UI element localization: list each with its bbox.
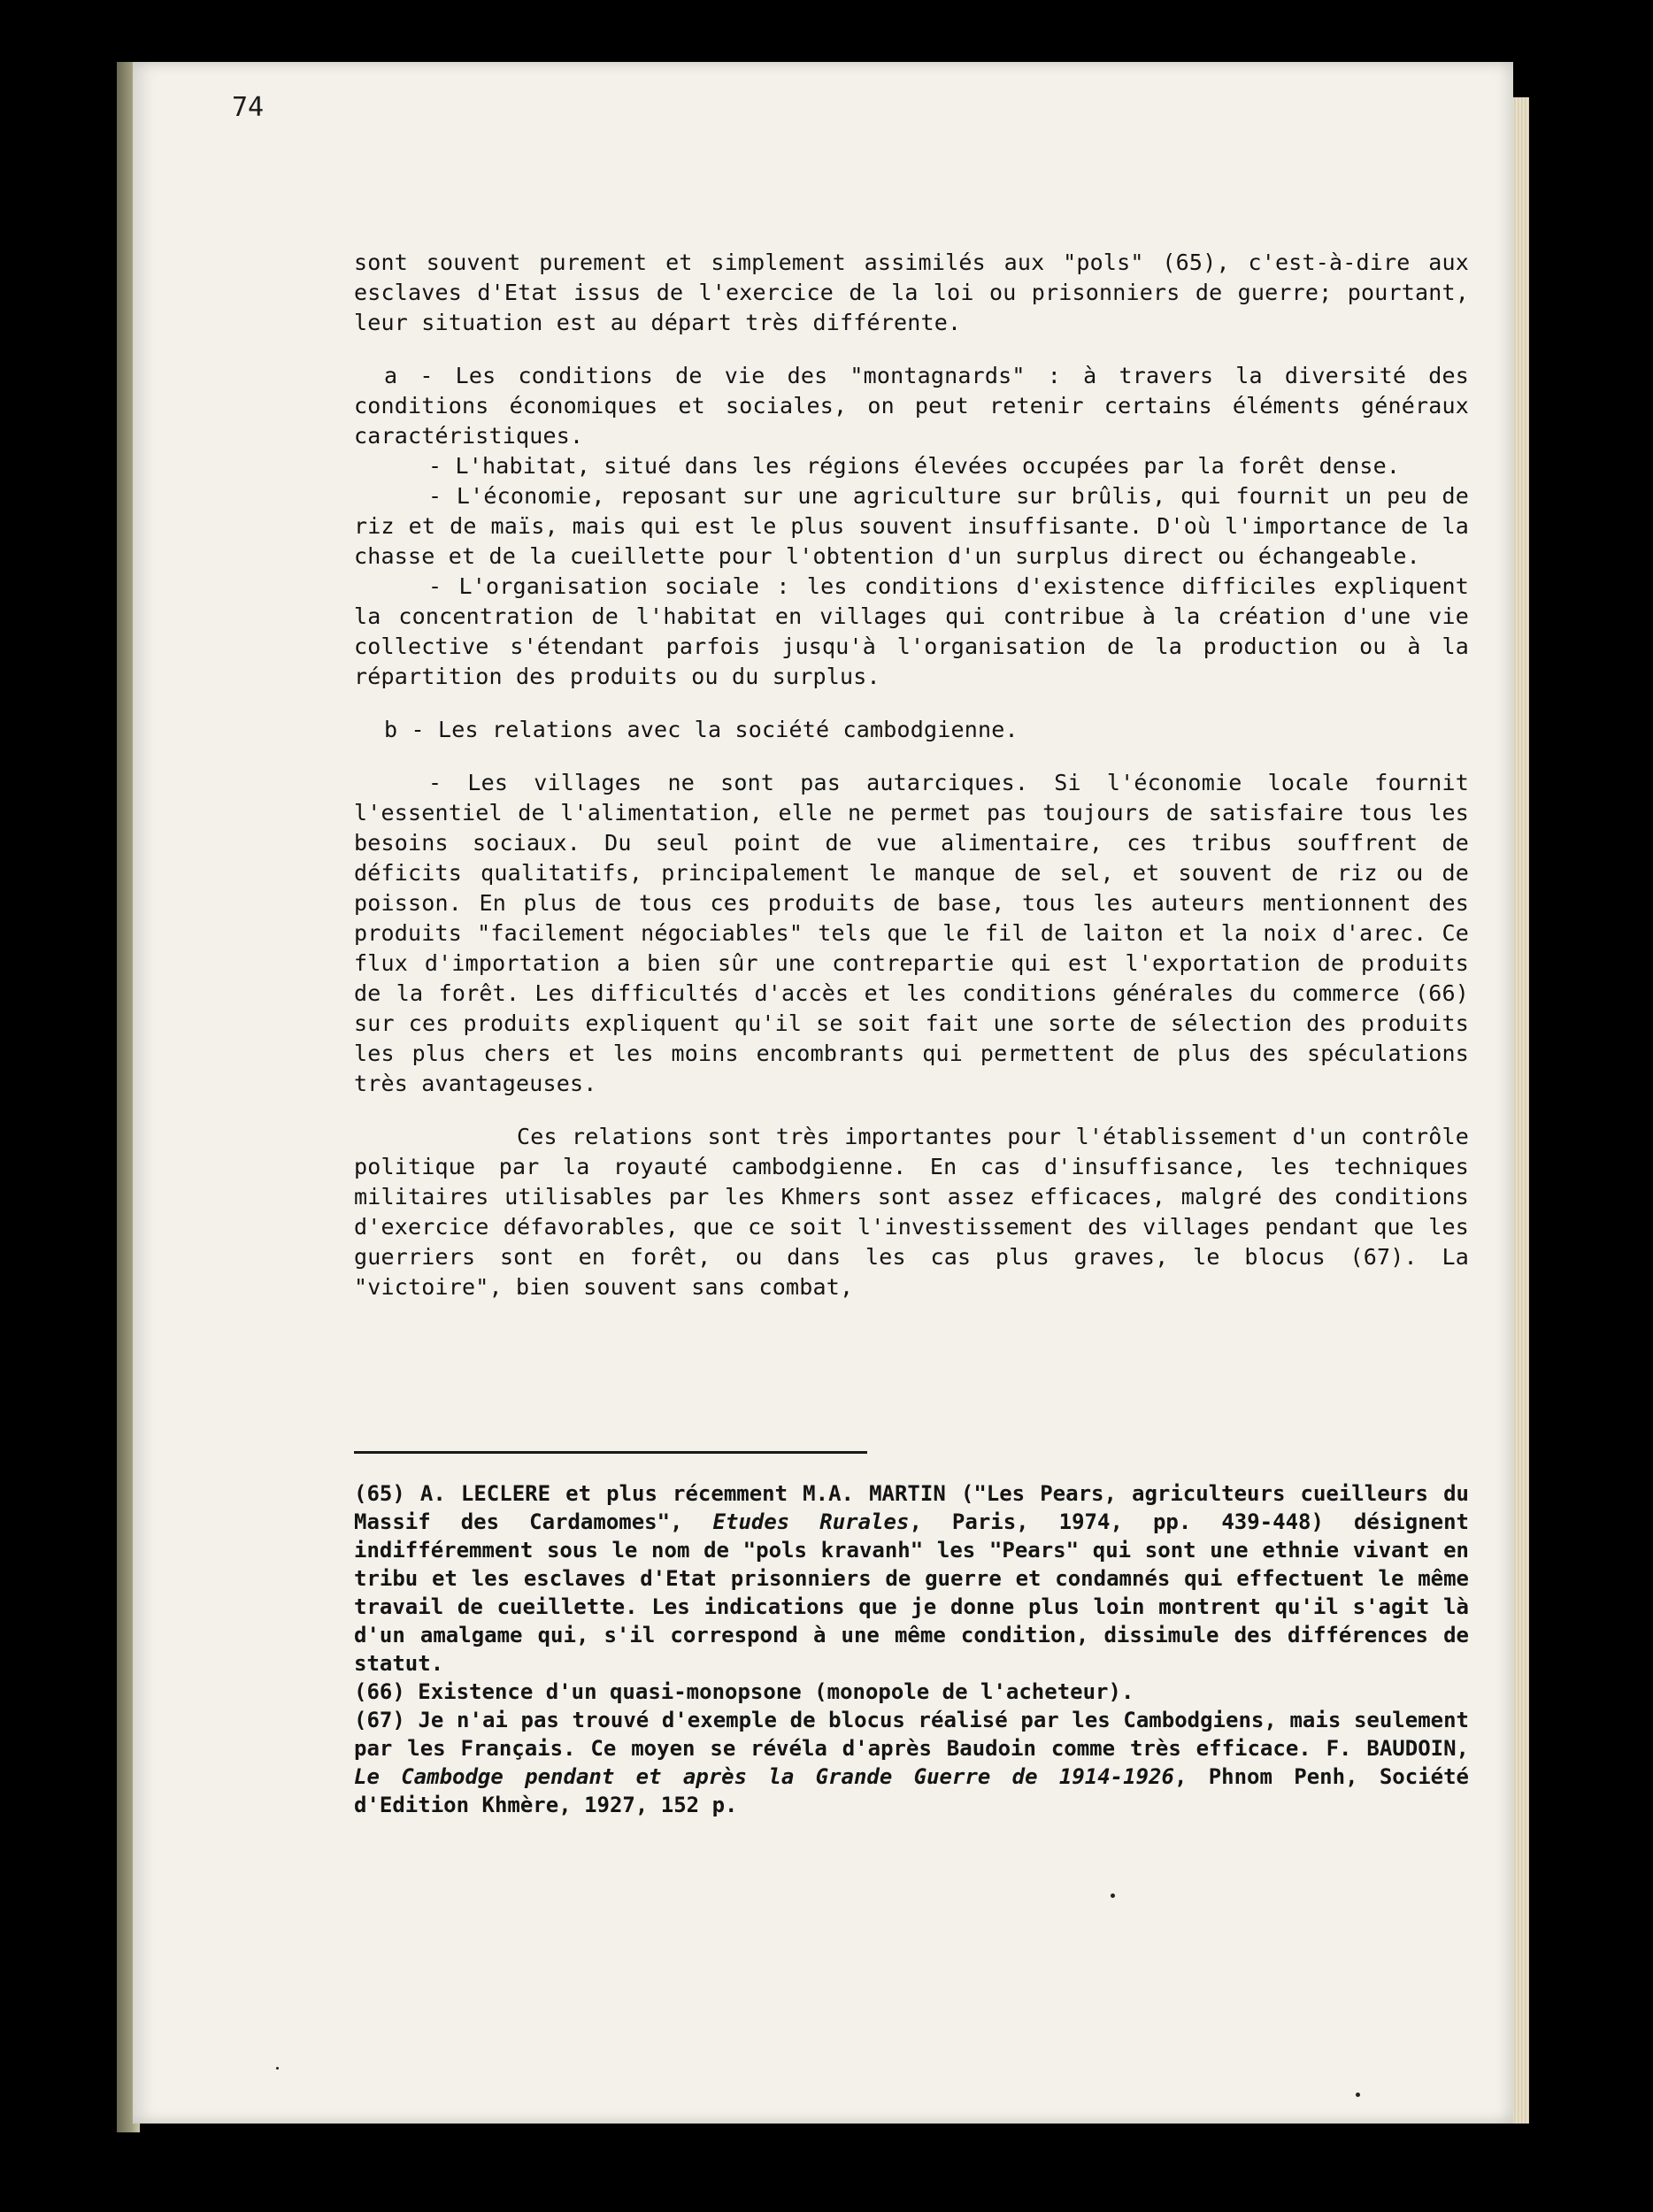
main-text: [354, 248, 1469, 1325]
section-b-heading: b - Les relations avec la société cambodgienne.: [384, 717, 1019, 742]
footnote-text: (67) Je n'ai pas trouvé d'exemple de blocus réalisé par les Cambodgiens, mais seulement par les Français. Ce moyen se révéla d'après Baudoin comme très efficace. F. BAUDOIN,: [354, 1708, 1469, 1761]
footnote-divider: [354, 1451, 867, 1454]
bullet-organisation: - L'organisation sociale : les conditions d'existence difficiles expliquent la concentration de l'habitat en villages qui contribue à la création d'une vie collective s'étendant parfois jusqu'à l'organisation de la production ou à la répartition des produits ou du surplus.: [354, 573, 1469, 689]
paragraph: sont souvent purement et simplement assimilés aux "pols" (65), c'est-à-dire aux esclaves d'Etat issus de l'exercice de la loi ou prisonniers de guerre; pourtant, leur situation est au départ très différente.: [354, 250, 1469, 335]
dust-speck: [276, 2067, 279, 2070]
book-title: Le Cambodge pendant et après la Grande Guerre de 1914-1926: [354, 1764, 1174, 1789]
dust-speck: [1356, 2093, 1360, 2097]
footnote-65: [354, 1479, 1469, 1678]
footnote-67: [354, 1706, 1469, 1819]
bullet-villages: - Les villages ne sont pas autarciques. Si l'économie locale fournit l'essentiel de l'alimentation, elle ne permet pas toujours de satisfaire tous les besoins sociaux. Du seul point de vue alimentaire, ces tribus souffrent de déficits qualitatifs, principalement le manque de sel, et souvent de riz ou de poisson. En plus de tous ces produits de base, tous les auteurs mentionnent des produits "facilement négociables" tels que le fil de laiton et la noix d'arec. Ce flux d'importation a bien sûr une contrepartie qui est l'exportation de produits de la forêt. Les difficultés d'accès et les conditions générales du commerce (66) sur ces produits expliquent qu'il se soit fait une sorte de sélection des produits les plus chers et les moins encombrants qui permettent de plus des spéculations très avantageuses.: [354, 770, 1469, 1096]
footnotes: [354, 1479, 1469, 1819]
footnote-66: (66) Existence d'un quasi-monopsone (monopole de l'acheteur).: [354, 1679, 1134, 1704]
paragraph: Ces relations sont très importantes pour l'établissement d'un contrôle politique par la royauté cambodgienne. En cas d'insuffisance, les techniques militaires utilisables par les Khmers sont assez efficaces, malgré des conditions d'exercice défavorables, que ce soit l'investissement des villages pendant que les guerriers sont en forêt, ou dans les cas plus graves, le blocus (67). La "victoire", bien souvent sans combat,: [354, 1124, 1469, 1300]
journal-title: Etudes Rurales: [712, 1509, 910, 1534]
section-a-heading: a - Les conditions de vie des "montagnards" : à travers la diversité des conditions économiques et sociales, on peut retenir certains éléments généraux caractéristiques.: [354, 363, 1469, 449]
bullet-economie: - L'économie, reposant sur une agriculture sur brûlis, qui fournit un peu de riz et de maïs, mais qui est le plus souvent insuffisante. D'où l'importance de la chasse et de la cueillette pour l'obtention d'un surplus direct ou échangeable.: [354, 483, 1469, 569]
footnote-text: , Phnom Penh, Société d'Edition Khmère, 1927, 152 p.: [354, 1764, 1469, 1817]
dust-speck: [1111, 1893, 1115, 1898]
footnote-text: , Paris, 1974, pp. 439-448) désignent indifféremment sous le nom de "pols kravanh" les "Pears" qui sont une ethnie vivant en tribu et les esclaves d'Etat prisonniers de guerre et condamnés qui effectuent le même travail de cueillette. Les indications que je donne plus loin montrent qu'il s'agit là d'un amalgame qui, s'il correspond à une même condition, dissimule des différences de statut.: [354, 1509, 1470, 1676]
footnote-text: (65) A. LECLERE et plus récemment M.A. MARTIN ("Les Pears, agriculteurs cueilleurs du Massif des Cardamomes",: [354, 1481, 1469, 1534]
bullet-habitat: - L'habitat, situé dans les régions élevées occupées par la forêt dense.: [428, 453, 1401, 479]
page-number: 74: [232, 92, 265, 123]
